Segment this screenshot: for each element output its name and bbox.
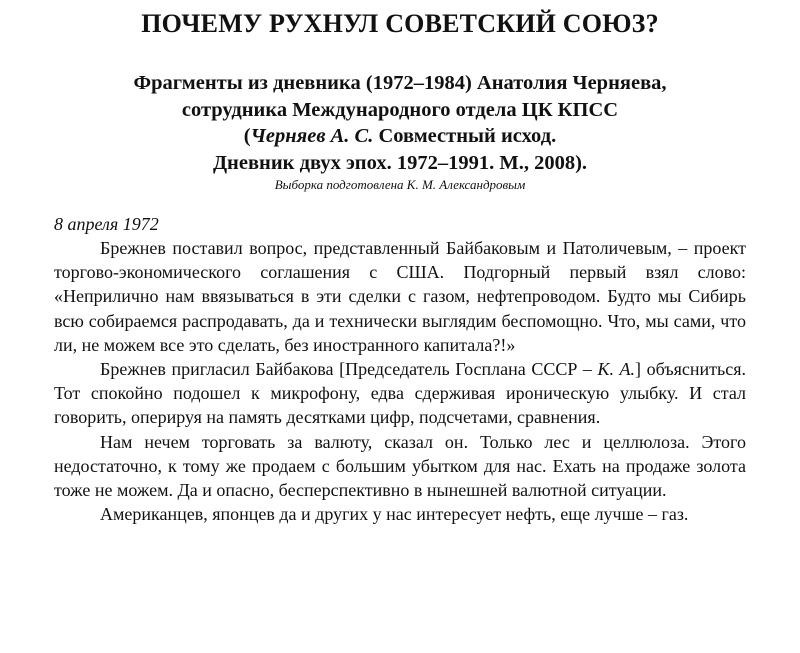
subtitle-line-3 — [54, 123, 746, 150]
compiler-note: Выборка подготовлена К. М. Александровым — [274, 177, 526, 192]
paragraph-2 — [54, 357, 746, 430]
paragraph-3: Нам нечем торговать за валюту, сказал он. Только лес и целлюлоза. Этого недостаточно, к тому же продаем с большим убытком для нас. Ехать на продаже золота тоже не можем. Да и опасно, бесперспективно в нынешней валютной ситуации. — [54, 431, 746, 501]
document-title: ПОЧЕМУ РУХНУЛ СОВЕТСКИЙ СОЮЗ? — [141, 9, 659, 38]
subtitle-open-paren: ( — [243, 125, 251, 147]
paragraph-2-initials: К. А. — [597, 359, 636, 380]
subtitle-author: Черняев А. С. — [250, 125, 374, 147]
subtitle-line-1: Фрагменты из дневника (1972–1984) Анатолия Черняева, — [133, 72, 667, 94]
document-subtitle — [54, 70, 746, 176]
subtitle-book-title: Совместный исход. — [373, 125, 557, 147]
paragraph-4: Американцев, японцев да и других у нас интересует нефть, еще лучше – газ. — [100, 504, 689, 525]
entry-date: 8 апреля 1972 — [54, 214, 159, 234]
paragraph-1: Брежнев поставил вопрос, представленный Байбаковым и Патоличевым, – проект торгово-экономического соглашения с США. Подгорный первый взял слово: «Неприлично нам ввязываться в эти сделки с газом, нефтепроводом. Будто мы Сибирь всю собираемся распродавать, да и технически выглядим беспомощно. Что, мы сами, что ли, не можем все это сделать, без иностранного капитала?!» — [54, 238, 746, 355]
subtitle-line-4: Дневник двух эпох. 1972–1991. М., 2008). — [212, 151, 588, 174]
paragraph-2-end: ] объясниться. Тот спокойно подошел к микрофону, едва сдерживая ироническую улыбку. И стал говорить, оперируя на память десятками цифр, подсчетами, сравнения. — [54, 359, 747, 428]
paragraph-2-start: Брежнев пригласил Байбакова [Председатель Госплана СССР – — [100, 359, 598, 380]
subtitle-line-2: сотрудника Международного отдела ЦК КПСС — [181, 98, 619, 121]
